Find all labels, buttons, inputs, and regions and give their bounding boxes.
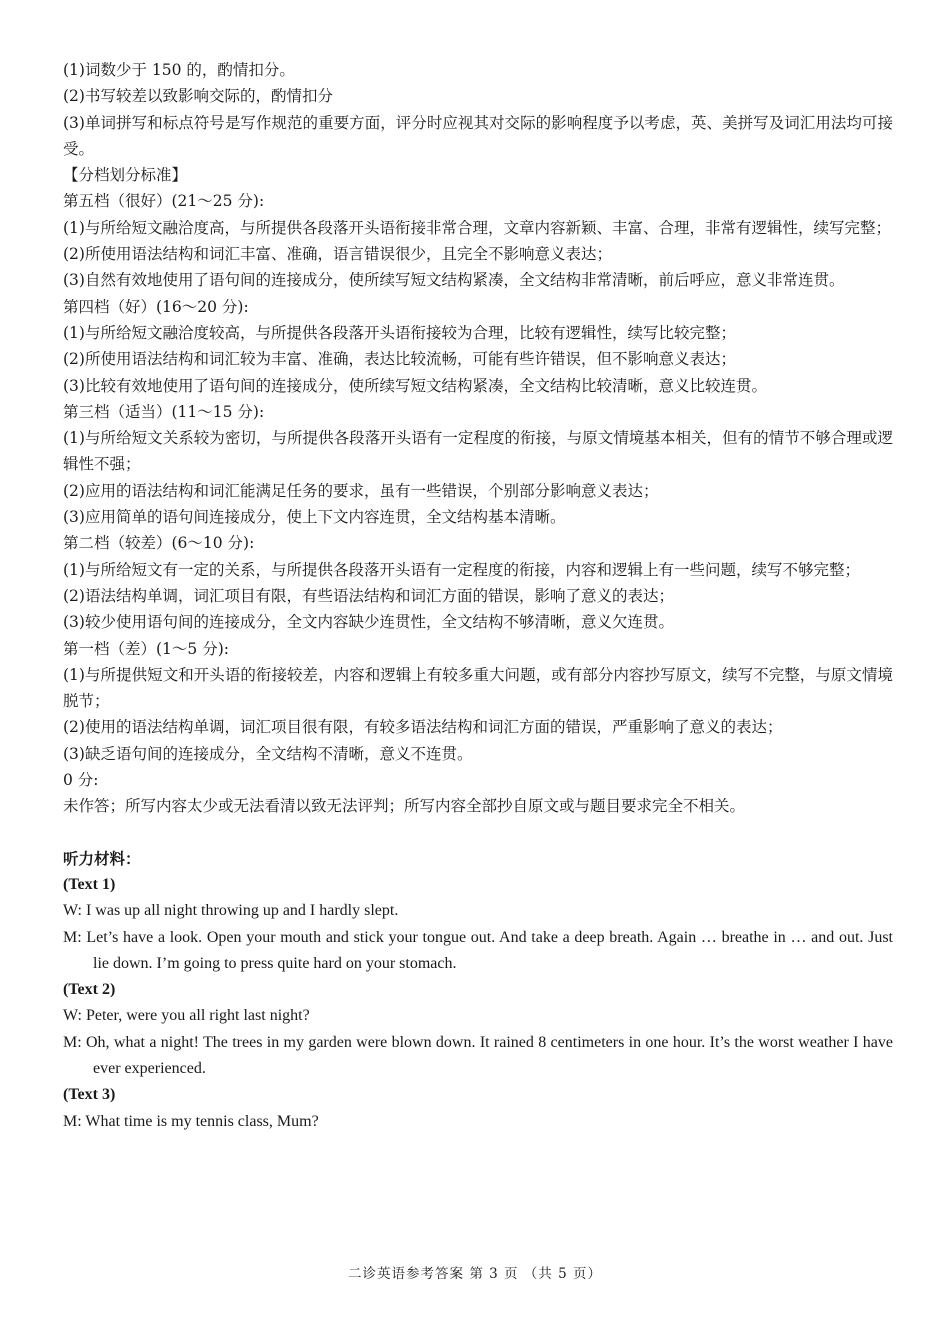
grade-item: (1)与所提供短文和开头语的衔接较差，内容和逻辑上有较多重大问题，或有部分内容抄写原文，续写不完整，与原文情境脱节； <box>63 665 893 711</box>
grade-section <box>63 188 893 293</box>
grade-title: 第五档（很好）(21～25 分): <box>63 192 265 211</box>
grade-item: (1)与所给短文融洽度较高，与所提供各段落开头语衔接较为合理，比较有逻辑性，续写比较完整； <box>63 323 736 342</box>
zero-score-text: 未作答；所写内容太少或无法看清以致无法评判；所写内容全部抄自原文或与题目要求完全不相关。 <box>63 797 746 816</box>
dialogue-line: M: Let’s have a look. Open your mouth and stick your tongue out. And take a deep breath. Again … breathe in … and out. Just lie down. I’m going to press quite hard on your stomach. <box>63 928 893 972</box>
listening-section <box>63 846 893 1135</box>
rule-item: (3)单词拼写和标点符号是写作规范的重要方面，评分时应视其对交际的影响程度予以考虑，英、美拼写及词汇用法均可接受。 <box>63 113 893 158</box>
page-content <box>63 57 893 1135</box>
zero-score-section <box>63 767 893 820</box>
zero-score-title: 0 分: <box>63 771 99 790</box>
dialogue-line: W: I was up all night throwing up and I hardly slept. <box>63 902 399 920</box>
grade-item: (2)应用的语法结构和词汇能满足任务的要求，虽有一些错误，个别部分影响意义表达； <box>63 481 659 500</box>
grade-item: (1)与所给短文关系较为密切，与所提供各段落开头语有一定程度的衔接，与原文情境基本相关，但有的情节不够合理或逻辑性不强； <box>63 429 893 474</box>
rule-item: (1)词数少于 150 的，酌情扣分。 <box>63 61 295 79</box>
grade-item: (2)语法结构单调，词汇项目有限，有些语法结构和词汇方面的错误，影响了意义的表达； <box>63 586 674 605</box>
grade-section <box>63 530 893 635</box>
text-label: (Text 1) <box>63 875 116 893</box>
grade-item: (2)使用的语法结构单调，词汇项目很有限，有较多语法结构和词汇方面的错误，严重影响了意义的表达； <box>63 718 783 737</box>
grade-title: 第三档（适当）(11～15 分): <box>63 402 265 421</box>
grade-item: (1)与所给短文有一定的关系，与所提供各段落开头语有一定程度的衔接，内容和逻辑上有一些问题，续写不够完整； <box>63 560 860 579</box>
dialogue-line: M: What time is my tennis class, Mum? <box>63 1112 319 1130</box>
grade-item: (1)与所给短文融洽度高，与所提供各段落开头语衔接非常合理，文章内容新颖、丰富、合理，非常有逻辑性，续写完整； <box>63 218 891 237</box>
page-footer: 二诊英语参考答案 第 3 页 （共 5 页） <box>348 1266 602 1282</box>
grade-item: (2)所使用语法结构和词汇较为丰富、准确，表达比较流畅，可能有些许错误，但不影响意义表达； <box>63 350 736 369</box>
grade-section <box>63 294 893 399</box>
grade-item: (3)自然有效地使用了语句间的连接成分，使所续写短文结构紧凑，全文结构非常清晰，前后呼应，意义非常连贯。 <box>63 271 845 290</box>
grade-title: 第一档（差）(1～5 分): <box>63 639 229 658</box>
grade-item: (2)所使用语法结构和词汇丰富、准确，语言错误很少，且完全不影响意义表达； <box>63 245 612 264</box>
section-spacer <box>63 820 893 846</box>
dialogue-line: M: Oh, what a night! The trees in my garden were blown down. It rained 8 centimeters in one hour. It’s the worst weather I have ever experienced. <box>63 1033 893 1077</box>
text-label: (Text 3) <box>63 1086 116 1104</box>
grade-section <box>63 399 893 530</box>
deduction-rules <box>63 57 893 162</box>
grade-title: 第二档（较差）(6～10 分): <box>63 534 255 553</box>
grade-title: 第四档（好）(16～20 分): <box>63 297 249 316</box>
dialogue-line: W: Peter, were you all right last night? <box>63 1007 310 1025</box>
grade-section <box>63 636 893 767</box>
grade-item: (3)应用简单的语句间连接成分，使上下文内容连贯，全文结构基本清晰。 <box>63 508 566 527</box>
listening-title: 听力材料： <box>63 848 141 868</box>
rule-item: (2)书写较差以致影响交际的，酌情扣分 <box>63 87 333 106</box>
grading-title: 【分档划分标准】 <box>63 166 188 185</box>
text-label: (Text 2) <box>63 981 116 999</box>
grade-item: (3)比较有效地使用了语句间的连接成分，使所续写短文结构紧凑，全文结构比较清晰，意义比较连贯。 <box>63 376 767 395</box>
grade-item: (3)缺乏语句间的连接成分，全文结构不清晰，意义不连贯。 <box>63 744 473 763</box>
grade-item: (3)较少使用语句间的连接成分，全文内容缺少连贯性，全文结构不够清晰，意义欠连贯。 <box>63 613 674 632</box>
